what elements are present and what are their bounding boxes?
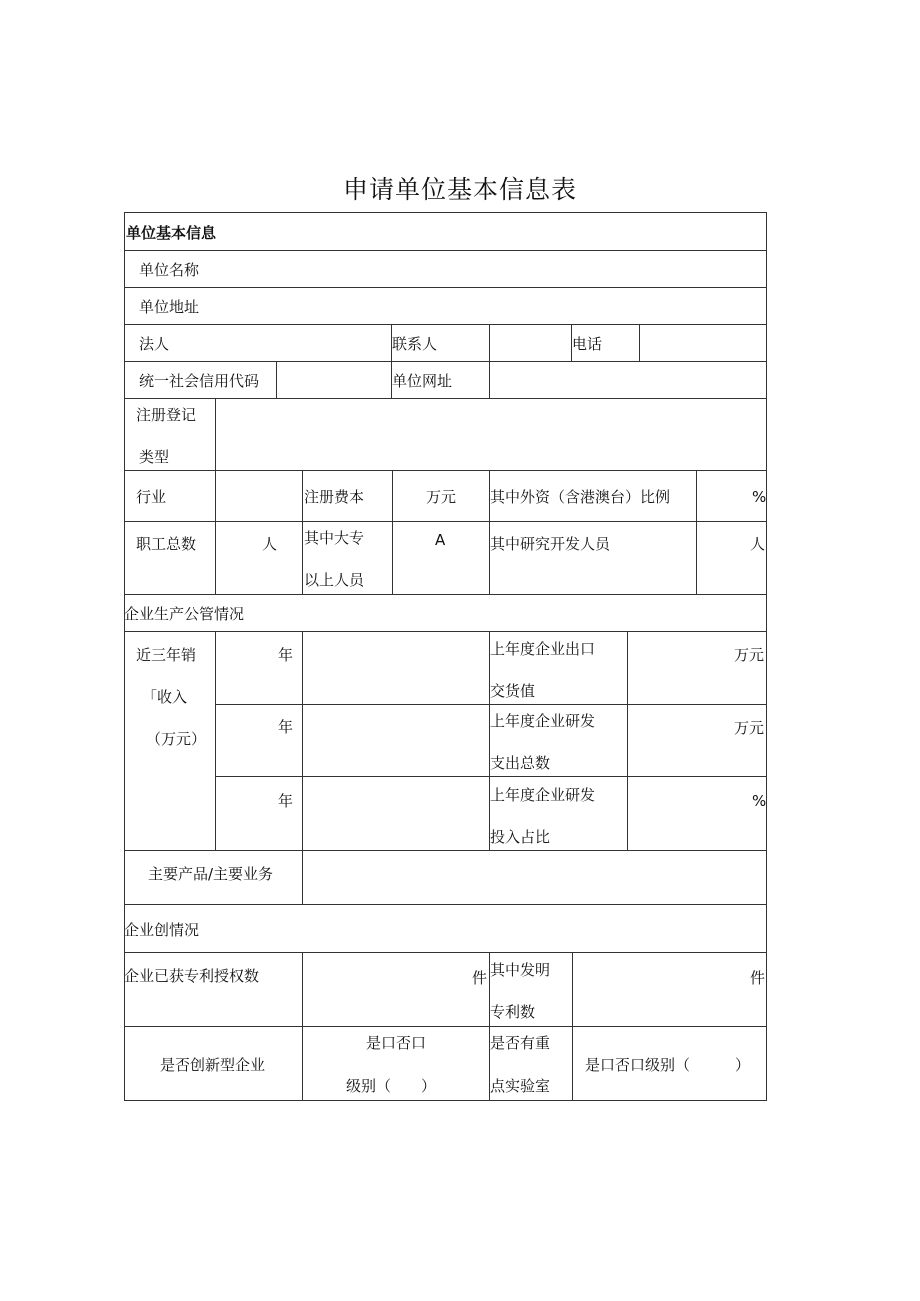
credit-code-label: 统一社会信用代码 bbox=[139, 372, 260, 390]
rd-expense-label-2: 支出总数 bbox=[490, 754, 551, 772]
row-line bbox=[124, 287, 767, 288]
year-unit: 年 bbox=[278, 792, 294, 810]
col-line bbox=[302, 631, 303, 904]
unit-address-label: 单位地址 bbox=[139, 298, 200, 316]
contact-label: 联系人 bbox=[392, 335, 438, 353]
website-label: 单位网址 bbox=[392, 372, 453, 390]
col-line bbox=[489, 631, 490, 850]
row-line bbox=[124, 904, 767, 905]
export-value-unit: 万元 bbox=[734, 646, 765, 664]
row-line bbox=[124, 250, 767, 251]
college-staff-label-2: 以上人员 bbox=[304, 571, 365, 589]
patents-label: 企业已获专利授权数 bbox=[124, 967, 260, 985]
col-line bbox=[392, 470, 393, 594]
college-staff-unit: A bbox=[435, 531, 446, 549]
col-line bbox=[639, 324, 640, 361]
rd-staff-label: 其中研究开发人员 bbox=[490, 535, 611, 553]
table-border-right bbox=[766, 212, 767, 1101]
key-lab-label: 是否有重 bbox=[490, 1034, 551, 1052]
college-staff-label: 其中大专 bbox=[304, 529, 365, 547]
row-line bbox=[124, 324, 767, 325]
table-border-bottom bbox=[124, 1100, 767, 1101]
rd-ratio-label-2: 投入占比 bbox=[490, 828, 551, 846]
patents-unit: 件 bbox=[472, 969, 488, 987]
invention-patents-label-2: 专利数 bbox=[490, 1003, 536, 1021]
section-header-basic: 单位基本信息 bbox=[126, 224, 217, 242]
table-border-top bbox=[124, 212, 767, 213]
innovative-enterprise-label: 是否创新型企业 bbox=[160, 1056, 266, 1074]
invention-patents-unit: 件 bbox=[750, 969, 766, 987]
col-line bbox=[489, 324, 490, 361]
year-unit: 年 bbox=[278, 718, 294, 736]
reg-type-label-2: 类型 bbox=[139, 448, 170, 466]
col-line bbox=[572, 952, 573, 1100]
rd-ratio-unit: % bbox=[752, 792, 767, 810]
reg-type-label: 注册登记 bbox=[136, 406, 197, 424]
staff-total-unit: 人 bbox=[262, 535, 278, 553]
industry-label: 行业 bbox=[136, 488, 167, 506]
rd-expense-unit: 万元 bbox=[734, 719, 765, 737]
sales-label: 近三年销 bbox=[136, 646, 197, 664]
invention-patents-label: 其中发明 bbox=[490, 961, 551, 979]
row-line bbox=[124, 398, 767, 399]
rd-staff-unit: 人 bbox=[750, 535, 766, 553]
innovative-level[interactable]: 级别（ ） bbox=[346, 1077, 437, 1095]
foreign-ratio-label: 其中外资（含港澳台）比例 bbox=[490, 488, 671, 506]
staff-total-label: 职工总数 bbox=[136, 535, 197, 553]
row-line bbox=[124, 470, 767, 471]
col-line bbox=[302, 470, 303, 594]
phone-label: 电话 bbox=[572, 335, 603, 353]
col-line bbox=[215, 631, 216, 850]
innovative-choice[interactable]: 是口否口 bbox=[366, 1034, 427, 1052]
unit-name-label: 单位名称 bbox=[139, 261, 200, 279]
section-header-innovation: 企业创情况 bbox=[124, 921, 200, 939]
row-line bbox=[124, 1026, 767, 1027]
row-line bbox=[124, 361, 767, 362]
rd-expense-label: 上年度企业研发 bbox=[490, 712, 596, 730]
col-line bbox=[276, 361, 277, 398]
sales-label-3: （万元） bbox=[146, 730, 207, 748]
sales-label-2: 「收入 bbox=[142, 688, 188, 706]
export-value-label-2: 交货值 bbox=[490, 682, 536, 700]
main-products-label: 主要产品/主要业务 bbox=[148, 865, 274, 883]
legal-person-label: 法人 bbox=[139, 335, 170, 353]
col-line bbox=[627, 631, 628, 850]
col-line bbox=[696, 470, 697, 594]
row-line bbox=[124, 594, 767, 595]
reg-capital-unit: 万元 bbox=[426, 488, 457, 506]
key-lab-label-2: 点实验室 bbox=[490, 1077, 551, 1095]
year-unit: 年 bbox=[278, 646, 294, 664]
row-line bbox=[124, 521, 767, 522]
key-lab-choice[interactable]: 是口否口级别（ ） bbox=[585, 1056, 751, 1074]
col-line bbox=[302, 952, 303, 1100]
foreign-ratio-unit: % bbox=[752, 488, 767, 506]
info-form-table bbox=[124, 212, 767, 1101]
section-header-production: 企业生产公管情况 bbox=[124, 605, 245, 623]
row-line bbox=[124, 631, 767, 632]
col-line bbox=[215, 398, 216, 594]
row-line bbox=[124, 850, 767, 851]
export-value-label: 上年度企业出口 bbox=[490, 640, 596, 658]
page-title: 申请单位基本信息表 bbox=[342, 175, 577, 204]
row-line bbox=[215, 704, 767, 705]
row-line bbox=[124, 952, 767, 953]
rd-ratio-label: 上年度企业研发 bbox=[490, 786, 596, 804]
col-line bbox=[489, 361, 490, 398]
row-line bbox=[215, 776, 767, 777]
reg-capital-label: 注册费本 bbox=[304, 488, 365, 506]
